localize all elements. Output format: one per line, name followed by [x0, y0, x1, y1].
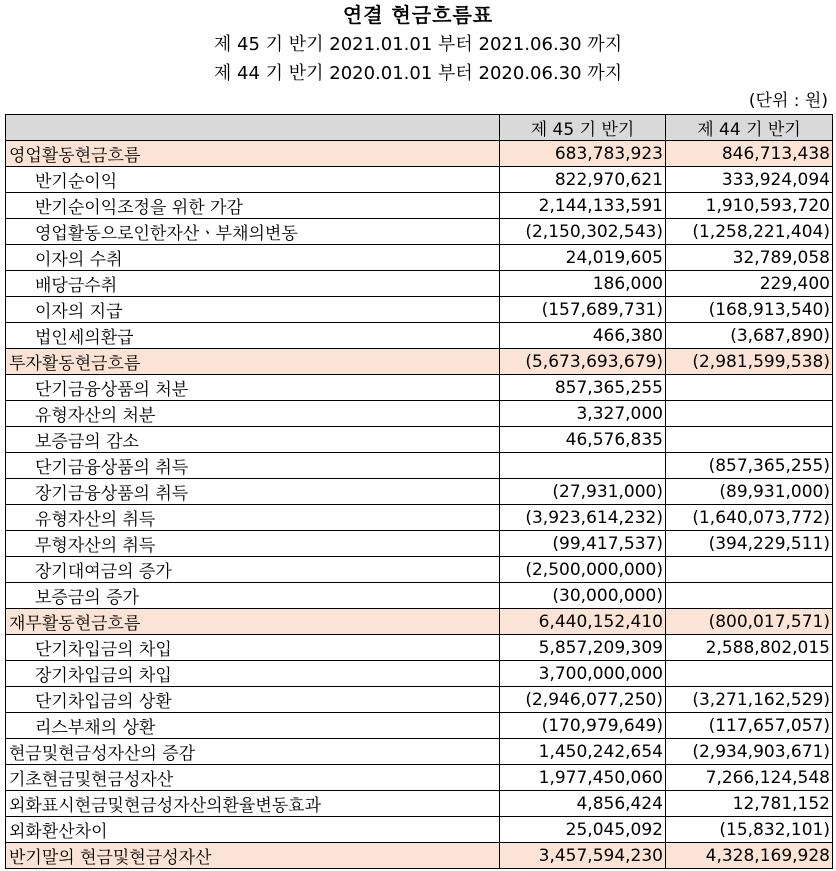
value-prior-period	[666, 583, 833, 609]
row-label: 반기순이익조정을 위한 가감	[6, 193, 500, 219]
value-prior-period: 12,781,152	[666, 791, 833, 817]
value-prior-period: (2,981,599,538)	[666, 349, 833, 375]
value-prior-period: (1,258,221,404)	[666, 219, 833, 245]
row-label: 유형자산의 처분	[6, 401, 500, 427]
value-prior-period: (857,365,255)	[666, 453, 833, 479]
table-row	[6, 713, 833, 739]
row-label: 재무활동현금흐름	[6, 609, 500, 635]
row-label: 현금및현금성자산의 증감	[6, 739, 500, 765]
table-row	[6, 375, 833, 401]
row-label: 장기대여금의 증가	[6, 557, 500, 583]
value-current-period: (157,689,731)	[500, 297, 666, 323]
value-prior-period	[666, 401, 833, 427]
value-prior-period: 32,789,058	[666, 245, 833, 271]
value-current-period: 186,000	[500, 271, 666, 297]
value-current-period	[500, 453, 666, 479]
value-prior-period	[666, 557, 833, 583]
value-prior-period: 229,400	[666, 271, 833, 297]
value-current-period: (27,931,000)	[500, 479, 666, 505]
value-current-period: 46,576,835	[500, 427, 666, 453]
row-label: 영업활동현금흐름	[6, 141, 500, 167]
table-row	[6, 739, 833, 765]
value-current-period: (170,979,649)	[500, 713, 666, 739]
value-prior-period	[666, 375, 833, 401]
section-row	[6, 349, 833, 375]
row-label: 반기말의 현금및현금성자산	[6, 843, 500, 869]
row-label: 무형자산의 취득	[6, 531, 500, 557]
value-current-period: 1,450,242,654	[500, 739, 666, 765]
value-current-period: 2,144,133,591	[500, 193, 666, 219]
table-row	[6, 557, 833, 583]
value-current-period: 5,857,209,309	[500, 635, 666, 661]
value-current-period: (2,150,302,543)	[500, 219, 666, 245]
table-row	[6, 583, 833, 609]
table-row	[6, 505, 833, 531]
row-label: 리스부채의 상환	[6, 713, 500, 739]
current-period: 제 45 기 반기 2021.01.01 부터 2021.06.30 까지	[213, 34, 623, 55]
table-body	[6, 141, 833, 869]
value-prior-period: 4,328,169,928	[666, 843, 833, 869]
table-row	[6, 297, 833, 323]
row-label: 보증금의 감소	[6, 427, 500, 453]
row-label: 단기금융상품의 처분	[6, 375, 500, 401]
row-label: 보증금의 증가	[6, 583, 500, 609]
section-row	[6, 141, 833, 167]
value-current-period: (30,000,000)	[500, 583, 666, 609]
table-row	[6, 167, 833, 193]
row-label: 유형자산의 취득	[6, 505, 500, 531]
value-prior-period: 1,910,593,720	[666, 193, 833, 219]
table-row	[6, 271, 833, 297]
table-row	[6, 479, 833, 505]
value-current-period: 466,380	[500, 323, 666, 349]
value-prior-period: 333,924,094	[666, 167, 833, 193]
report-title: 연결 현금흐름표	[342, 3, 494, 27]
value-current-period: 3,457,594,230	[500, 843, 666, 869]
value-current-period: (2,946,077,250)	[500, 687, 666, 713]
value-prior-period: (3,687,890)	[666, 323, 833, 349]
row-label: 영업활동으로인한자산ㆍ부채의변동	[6, 219, 500, 245]
section-row	[6, 609, 833, 635]
value-prior-period: (394,229,511)	[666, 531, 833, 557]
value-prior-period: (15,832,101)	[666, 817, 833, 843]
value-current-period: 24,019,605	[500, 245, 666, 271]
value-current-period: 857,365,255	[500, 375, 666, 401]
table-row	[6, 765, 833, 791]
unit-label: (단위 : 원)	[748, 91, 828, 111]
value-prior-period: (168,913,540)	[666, 297, 833, 323]
value-prior-period: (2,934,903,671)	[666, 739, 833, 765]
table-row	[6, 635, 833, 661]
value-prior-period	[666, 427, 833, 453]
table-row	[6, 193, 833, 219]
table-row	[6, 817, 833, 843]
value-current-period: 683,783,923	[500, 141, 666, 167]
row-label: 이자의 수취	[6, 245, 500, 271]
value-prior-period: (89,931,000)	[666, 479, 833, 505]
table-row	[6, 245, 833, 271]
row-label: 투자활동현금흐름	[6, 349, 500, 375]
value-current-period: 4,856,424	[500, 791, 666, 817]
column-header-prior: 제 44 기 반기	[666, 115, 833, 141]
prior-period: 제 44 기 반기 2020.01.01 부터 2020.06.30 까지	[213, 63, 623, 84]
row-label: 외화환산차이	[6, 817, 500, 843]
table-row	[6, 791, 833, 817]
table-row	[6, 401, 833, 427]
table-row	[6, 687, 833, 713]
value-prior-period	[666, 661, 833, 687]
row-label: 법인세의환급	[6, 323, 500, 349]
value-prior-period: (1,640,073,772)	[666, 505, 833, 531]
row-label: 반기순이익	[6, 167, 500, 193]
row-label: 배당금수취	[6, 271, 500, 297]
row-label: 기초현금및현금성자산	[6, 765, 500, 791]
row-label: 장기차입금의 차입	[6, 661, 500, 687]
section-row	[6, 843, 833, 869]
value-current-period: (3,923,614,232)	[500, 505, 666, 531]
value-prior-period: 2,588,802,015	[666, 635, 833, 661]
value-prior-period: (3,271,162,529)	[666, 687, 833, 713]
row-label: 외화표시현금및현금성자산의환율변동효과	[6, 791, 500, 817]
value-prior-period: (117,657,057)	[666, 713, 833, 739]
report-header	[0, 0, 836, 88]
table-header-row	[6, 115, 833, 141]
value-prior-period: 7,266,124,548	[666, 765, 833, 791]
value-current-period: (5,673,693,679)	[500, 349, 666, 375]
table-row	[6, 427, 833, 453]
value-current-period: 822,970,621	[500, 167, 666, 193]
row-label: 단기차입금의 상환	[6, 687, 500, 713]
value-current-period: (99,417,537)	[500, 531, 666, 557]
value-current-period: 1,977,450,060	[500, 765, 666, 791]
row-label: 장기금융상품의 취득	[6, 479, 500, 505]
table-row	[6, 323, 833, 349]
value-prior-period: (800,017,571)	[666, 609, 833, 635]
row-label: 단기차입금의 차입	[6, 635, 500, 661]
value-current-period: 6,440,152,410	[500, 609, 666, 635]
column-header-current: 제 45 기 반기	[500, 115, 666, 141]
value-prior-period: 846,713,438	[666, 141, 833, 167]
value-current-period: 3,327,000	[500, 401, 666, 427]
value-current-period: 3,700,000,000	[500, 661, 666, 687]
table-row	[6, 661, 833, 687]
table-row	[6, 531, 833, 557]
value-current-period: 25,045,092	[500, 817, 666, 843]
cash-flow-table	[5, 114, 833, 869]
table-row	[6, 219, 833, 245]
table-row	[6, 453, 833, 479]
value-current-period: (2,500,000,000)	[500, 557, 666, 583]
column-header-label	[6, 115, 500, 141]
row-label: 단기금융상품의 취득	[6, 453, 500, 479]
row-label: 이자의 지급	[6, 297, 500, 323]
